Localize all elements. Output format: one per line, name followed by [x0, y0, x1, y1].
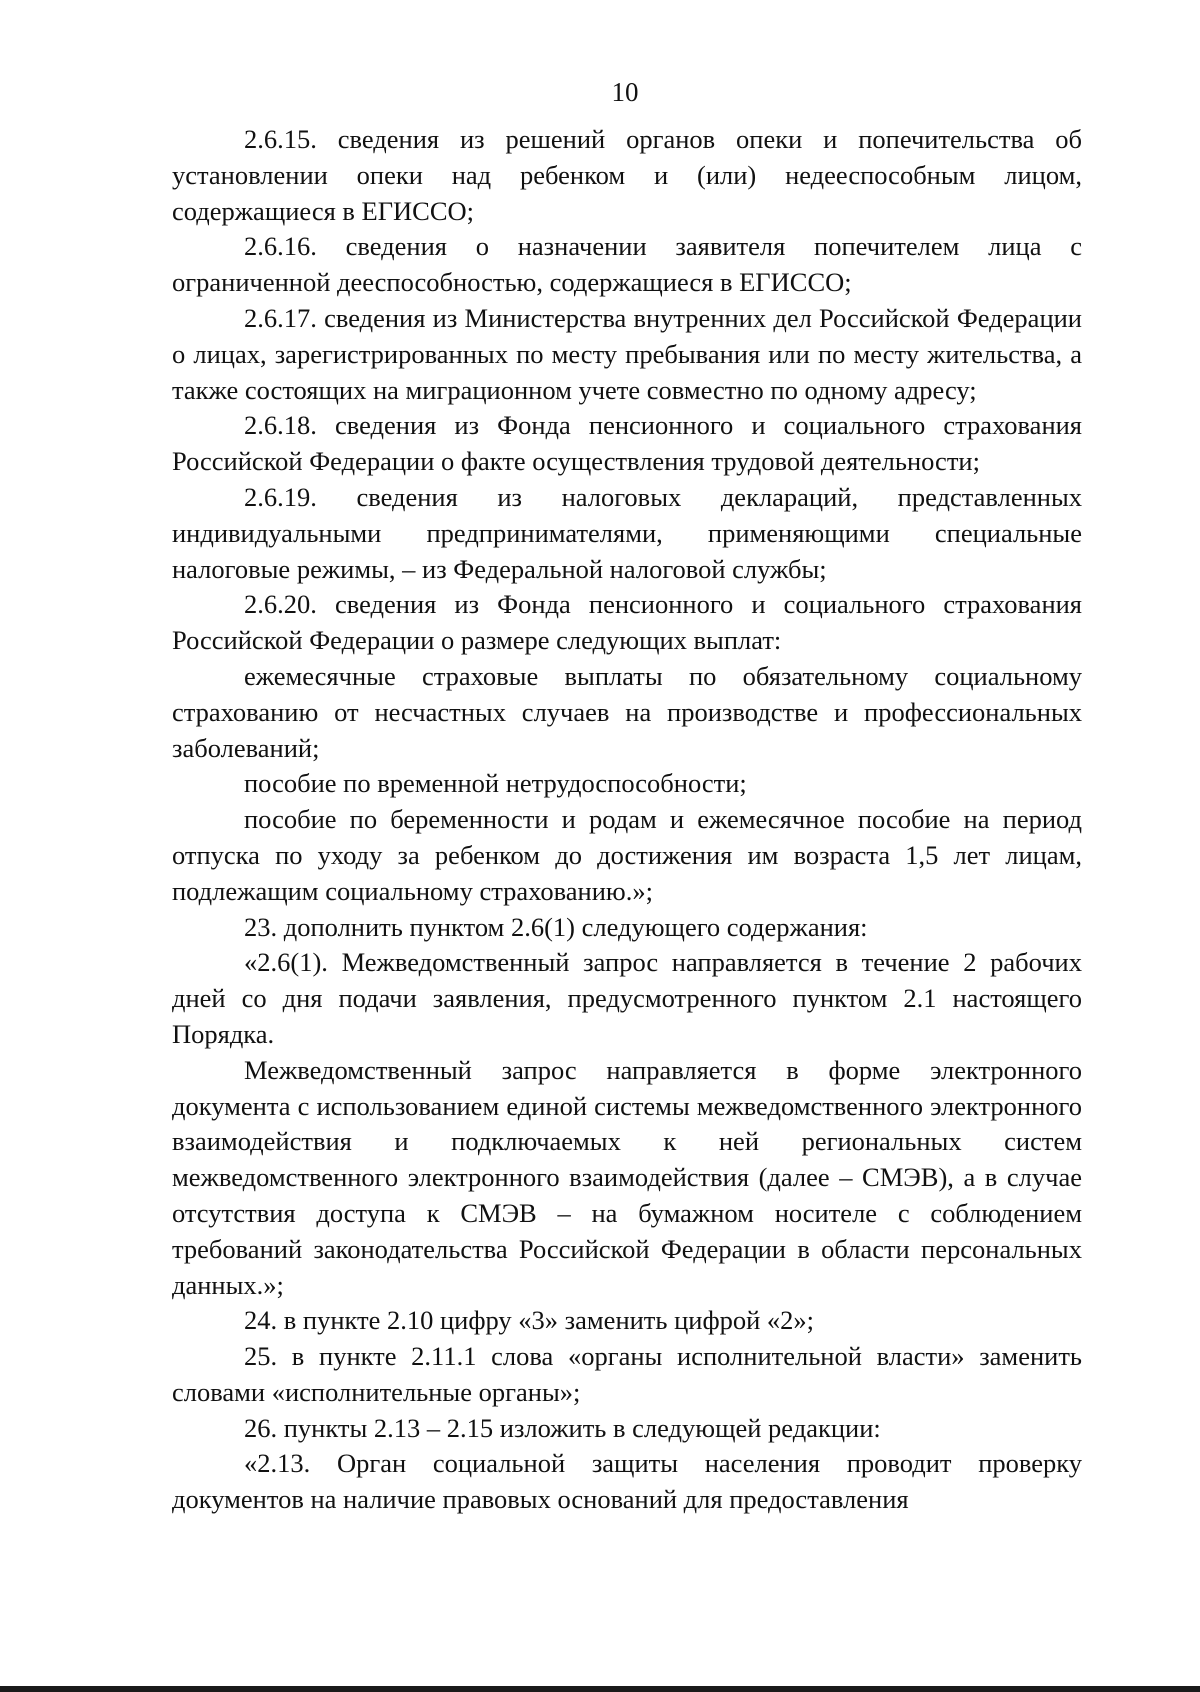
paragraph-2-6-18: 2.6.18. сведения из Фонда пенсионного и социального страхования Российской Федерации о факте осуществления трудовой деятельности; — [172, 410, 1082, 477]
scan-bottom-edge — [0, 1686, 1200, 1692]
page-number: 10 — [611, 77, 639, 107]
paragraph-item-23: 23. дополнить пунктом 2.6(1) следующего содержания: — [244, 911, 868, 942]
paragraph-2-6-19: 2.6.19. сведения из налоговых деклараций, представленных индивидуальными предпринимателями, применяющими специальные налоговые режимы, – из Федеральной налоговой службы; — [172, 481, 1082, 584]
paragraph-item-24: 24. в пункте 2.10 цифру «3» заменить цифрой «2»; — [244, 1305, 815, 1336]
document-body — [172, 122, 1082, 1518]
paragraph-2-6-15: 2.6.15. сведения из решений органов опеки и попечительства об установлении опеки над ребенком и (или) недееспособным лицом, содержащиеся в ЕГИССО; — [172, 124, 1082, 226]
paragraph-interagency-request: Межведомственный запрос направляется в форме электронного документа с использованием единой системы межведомственного электронного взаимодействия и подключаемых к ней региональных систем межведомственного электронного взаимодействия (далее – СМЭВ), а в случае отсутствия доступа к СМЭВ – на бумажном носителе с соблюдением требований законодательства Российской Федерации в области персональных данных.»; — [172, 1054, 1082, 1300]
paragraph-payment-disability: пособие по временной нетрудоспособности; — [244, 768, 747, 799]
paragraph-2-13: «2.13. Орган социальной защиты населения проводит проверку документов на наличие правовых оснований для предоставления — [172, 1448, 1082, 1515]
paragraph-payment-insurance: ежемесячные страховые выплаты по обязательному социальному страхованию от несчастных случаев на производстве и профессиональных заболеваний; — [172, 660, 1082, 763]
paragraph-2-6-17: 2.6.17. сведения из Министерства внутренних дел Российской Федерации о лицах, зарегистрированных по месту пребывания или по месту жительства, а также состоящих на миграционном учете совместно по одному адресу; — [172, 302, 1082, 405]
paragraph-payment-maternity: пособие по беременности и родам и ежемесячное пособие на период отпуска по уходу за ребенком до достижения им возраста 1,5 лет лицам, подлежащим социальному страхованию.»; — [172, 804, 1082, 906]
paragraph-2-6-16: 2.6.16. сведения о назначении заявителя попечителем лица с ограниченной дееспособностью, содержащиеся в ЕГИССО; — [172, 231, 1082, 298]
paragraph-item-26: 26. пункты 2.13 – 2.15 изложить в следующей редакции: — [244, 1412, 881, 1443]
paragraph-2-6-1: «2.6(1). Межведомственный запрос направляется в течение 2 рабочих дней со дня подачи заявления, предусмотренного пунктом 2.1 настоящего Порядка. — [172, 947, 1082, 1049]
paragraph-item-25: 25. в пункте 2.11.1 слова «органы исполнительной власти» заменить словами «исполнительные органы»; — [172, 1341, 1082, 1407]
paragraph-2-6-20: 2.6.20. сведения из Фонда пенсионного и социального страхования Российской Федерации о размере следующих выплат: — [172, 589, 1082, 656]
